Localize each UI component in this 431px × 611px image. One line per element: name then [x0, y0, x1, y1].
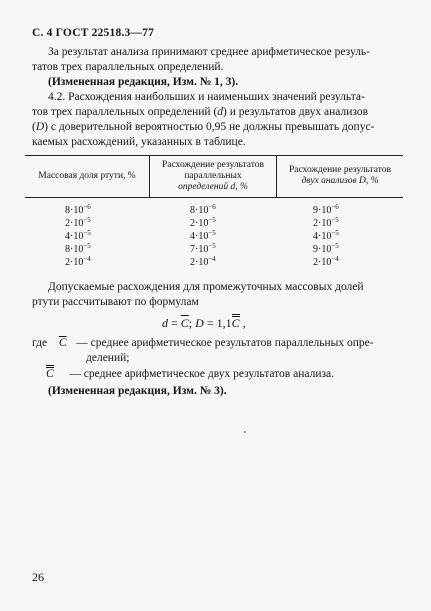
para2-line4: каемых расхождений, указанных в таблице. [32, 136, 246, 148]
legend-line2: C — среднее арифметическое двух результатов анализа. [46, 368, 334, 380]
table-cell: $2\cdot 10^{-4}$ [65, 255, 91, 268]
para3-line2: ртути рассчитывают по формулам [32, 296, 199, 308]
table-cell: $4\cdot 10^{-5}$ [313, 229, 339, 242]
table-cell: $2\cdot 10^{-5}$ [65, 216, 91, 229]
tolerance-table [25, 155, 403, 270]
table-header-analyses: Расхождение результатов двух анализов D, % [288, 165, 392, 186]
table-cell: $8\cdot 10^{-5}$ [65, 242, 91, 255]
edit-note-1: (Измененная редакция, Изм. № 1, 3). [48, 76, 239, 88]
table-header-mass-fraction: Массовая доля ртути, % [38, 170, 136, 181]
page-header: С. 4 ГОСТ 22518.3—77 [32, 27, 155, 39]
legend-line1: где $\overline{C}$ — среднее арифметическое результатов параллельных опре- [32, 337, 374, 349]
para2-line2: тов трех параллельных определений (d) и результатов двух анализов [32, 106, 369, 118]
table-header-parallel: Расхождение результатов параллельных определений d, % [161, 159, 265, 192]
formula: $d = \overline{C}$; D = 1,1C , [162, 316, 246, 330]
table-cell: $9\cdot 10^{-5}$ [313, 242, 339, 255]
para3-line1: Допускаемые расхождения для промежуточных массовых долей [48, 281, 364, 293]
table-cell: $4\cdot 10^{-5}$ [65, 229, 91, 242]
table-cell: $9\cdot 10^{-6}$ [313, 203, 339, 216]
page-number: 26 [32, 570, 44, 584]
table-cell: $2\cdot 10^{-4}$ [190, 255, 216, 268]
table-cell: $7\cdot 10^{-5}$ [190, 242, 216, 255]
table-cell: $2\cdot 10^{-5}$ [313, 216, 339, 229]
edit-note-2: (Измененная редакция, Изм. № 3). [48, 385, 227, 397]
para2-line1: 4.2. Расхождения наибольших и наименьших значений результа- [48, 91, 365, 103]
legend-line1-cont: делений; [86, 352, 130, 364]
para1-line1: За результат анализа принимают среднее арифметическое резуль- [48, 46, 371, 58]
scan-speck [244, 431, 246, 433]
table-cell: $2\cdot 10^{-5}$ [190, 216, 216, 229]
table-header-rule [25, 197, 403, 198]
table-cell: $2\cdot 10^{-4}$ [313, 255, 339, 268]
para2-line3: (D) с доверительной вероятностью 0,95 не должны превышать допус- [32, 121, 375, 133]
table-cell: $8\cdot 10^{-6}$ [65, 203, 91, 216]
table-cell: $8\cdot 10^{-6}$ [190, 203, 216, 216]
para1-line2: татов трех параллельных определений. [32, 61, 224, 73]
table-cell: $4\cdot 10^{-5}$ [190, 229, 216, 242]
